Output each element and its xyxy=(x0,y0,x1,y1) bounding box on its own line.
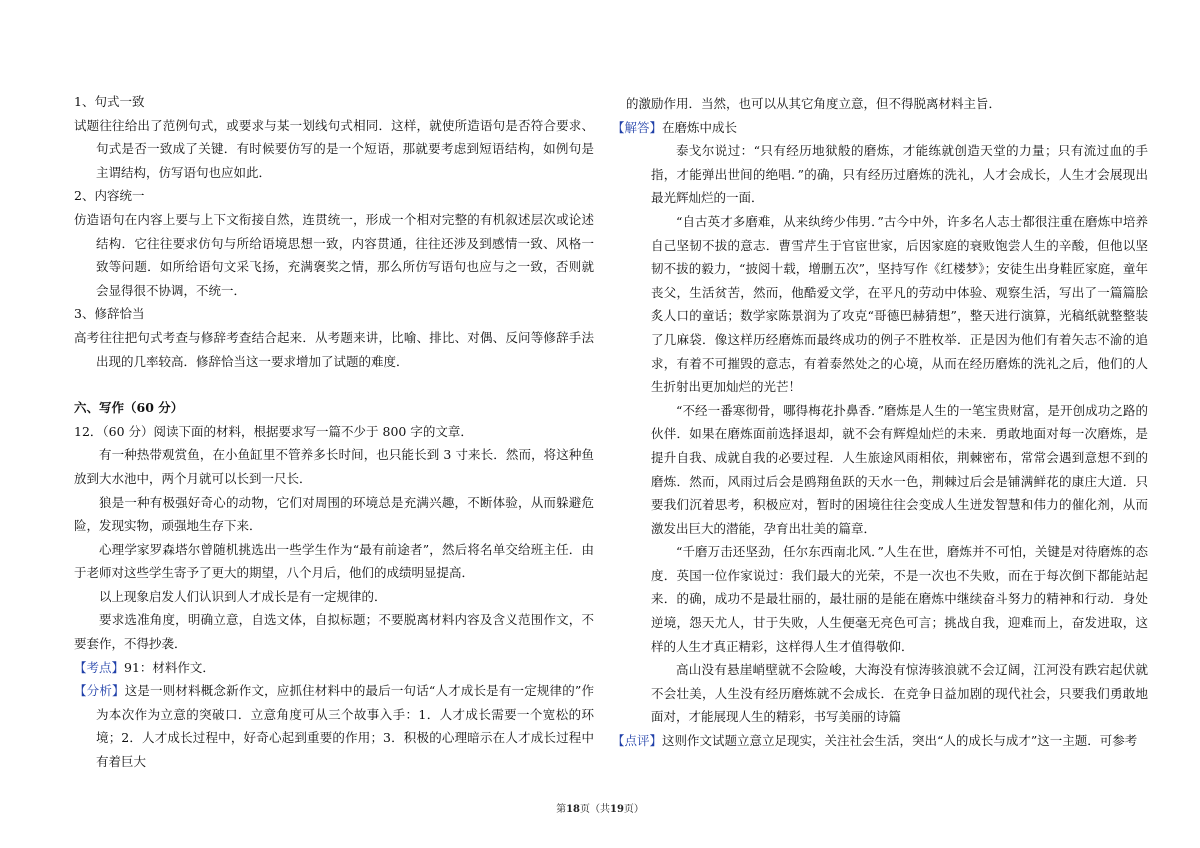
footer-prefix: 第 xyxy=(556,804,567,815)
material-1: 有一种热带观赏鱼，在小鱼缸里不管养多长时间，也只能长到 3 寸来长．然而，将这种鱼放到大水池中，两个月就可以长到一尺长． xyxy=(74,447,594,486)
page-footer xyxy=(0,800,1200,815)
page-total: 19 xyxy=(610,804,624,815)
essay-paragraph-2: “自古英才多磨难，从来纨绔少伟男．”古今中外，许多名人志士都很注重在磨炼中培养自己坚韧不拔的意志．曹雪芹生于官宦世家，后因家庭的衰败饱尝人生的辛酸，但他以坚韧不拔的毅力，“披阅十载，增删五次”，坚持写作《红楼梦》；安徒生出身鞋匠家庭，童年丧父，生活贫苦，然而，他酷爱文学，在平凡的劳动中体验、观察生活，写出了一篇篇脍炙人口的童话；数学家陈景润为了攻克“哥德巴赫猜想”，整天进行演算，光稿纸就整整装了几麻袋．像这样历经磨炼而最终成功的例子不胜枚举．正是因为他们有着矢志不渝的追求，有着不可摧毁的意志，有着泰然处之的心境，从而在经历磨炼的洗礼之后，他们的人生折射出更加灿烂的光芒！ xyxy=(651,213,1148,395)
fenxi-tag: 【分析】 xyxy=(74,683,125,699)
dianping-text: 这则作文试题立意立足现实，关注社会生活，突出“人的成长与成才”这一主题．可参考 xyxy=(662,733,1138,749)
paragraph-1: 试题往往给出了范例句式，或要求与某一划线句式相同．这样，就使所造语句是否符合要求、句式是否一致成了关键．有时候要仿写的是一个短语，那就要考虑到短语结构，如例句是主谓结构，仿写语句也应如此． xyxy=(74,117,594,180)
question-12: 12．（60 分）阅读下面的材料，根据要求写一篇不少于 800 字的文章． xyxy=(74,423,473,439)
essay-paragraph-3: “不经一番寒彻骨，哪得梅花扑鼻香．”磨炼是人生的一笔宝贵财富，是开创成功之路的伙伴．如果在磨炼面前选择退却，就不会有辉煌灿烂的未来．勇敢地面对每一次磨炼，是提升自我、成就自我的必要过程．人生旅途风雨相依，荆棘密布，常常会遇到意想不到的磨炼．然而，风雨过后会是鸥翔鱼跃的天水一色，荆棘过后会是铺满鲜花的康庄大道．只要我们沉着思考，积极应对，暂时的困境往往会变成人生迸发智慧和伟力的催化剂，从而激发出巨大的潜能，孕育出壮美的篇章． xyxy=(651,402,1148,536)
kaodian xyxy=(74,656,594,680)
footer-mid: 页（共 xyxy=(580,804,610,815)
paragraph-3: 高考往往把句式考查与修辞考查结合起来．从考题来讲，比喻、排比、对偶、反问等修辞手法出现的几率较高．修辞恰当这一要求增加了试题的难度． xyxy=(74,329,594,369)
section-heading-3: 3、修辞恰当 xyxy=(74,306,145,322)
footer-suffix: 页） xyxy=(623,804,644,815)
dianping-tag: 【点评】 xyxy=(612,733,663,749)
section-six-heading: 六、写作（60 分） xyxy=(74,400,184,416)
spacer xyxy=(74,373,594,396)
dianping xyxy=(612,729,1148,753)
material-2: 狼是一种有极强好奇心的动物，它们对周围的环境总是充满兴趣，不断体验，从而躲避危险，发现实物，顽强地生存下来． xyxy=(74,494,594,534)
left-column xyxy=(74,90,594,774)
jieda-tag: 【解答】 xyxy=(612,119,663,135)
material-3: 心理学家罗森塔尔曾随机挑选出一些学生作为“最有前途者”，然后将名单交给班主任．由于老师对这些学生寄予了更大的期望，八个月后，他们的成绩明显提高． xyxy=(74,541,594,581)
essay-paragraph-5: 高山没有悬崖峭壁就不会险峻，大海没有惊涛骇浪就不会辽阔，江河没有跌宕起伏就不会壮美，人生没有经历磨炼就不会成长．在竞争日益加剧的现代社会，只要我们勇敢地面对，才能展现人生的精彩，书写美丽的诗篇 xyxy=(651,662,1148,725)
section-heading-2: 2、内容统一 xyxy=(74,188,145,204)
requirements: 要求选准角度，明确立意，自选文体，自拟标题；不要脱离材料内容及含义范围作文，不要套作，不得抄袭． xyxy=(74,612,594,652)
fenxi xyxy=(74,679,594,773)
essay-title: 在磨炼中成长 xyxy=(662,119,738,135)
essay-paragraph-4: “千磨万击还坚劲，任尔东西南北风．”人生在世，磨炼并不可怕，关键是对待磨炼的态度．英国一位作家说过：我们最大的光荣，不是一次也不失败，而在于每次倒下都能站起来．的确，成功不是最壮丽的，最壮丽的是能在磨炼中继续奋斗努力的精神和行动．身处逆境，怨天尤人，甘于失败，人生便毫无亮色可言；挑战自我，迎难而上，奋发进取，这样的人生才真正精彩，这样得人生才值得敬仰． xyxy=(651,544,1148,654)
fenxi-continuation: 的激励作用．当然，也可以从其它角度立意，但不得脱离材料主旨． xyxy=(626,96,1002,111)
material-4: 以上现象启发人们认识到人才成长是有一定规律的． xyxy=(99,588,387,604)
page-number: 18 xyxy=(566,804,580,815)
kaodian-tag: 【考点】 xyxy=(74,659,125,675)
fenxi-text: 这是一则材料概念新作文，应抓住材料中的最后一句话“人才成长是有一定规律的”作为本次作为立意的突破口．立意角度可从三个故事入手：1．人才成长需要一个宽松的环境；2．人才成长过程中，好奇心起到重要的作用；3．积极的心理暗示在人才成长过程中有着巨大 xyxy=(96,683,594,770)
essay-paragraph-1: 泰戈尔说过：“只有经历地狱般的磨炼，才能练就创造天堂的力量；只有流过血的手指，才能弹出世间的绝唱．”的确，只有经历过磨炼的洗礼，人才会成长，人生才会展现出最光辉灿烂的一面． xyxy=(651,143,1148,206)
right-column xyxy=(612,92,1148,753)
jieda xyxy=(612,116,1148,140)
paragraph-2: 仿造语句在内容上要与上下文衔接自然，连贯统一，形成一个相对完整的有机叙述层次或论述结构．它往往要求仿句与所给语境思想一致，内容贯通，往往还涉及到感情一致、风格一致等问题．如所给语句文采飞扬，充满褒奖之情，那么所仿写语句也应与之一致，否则就会显得很不协调，不统一． xyxy=(74,211,594,298)
section-heading-1: 1、句式一致 xyxy=(74,94,145,109)
kaodian-text: 91：材料作文． xyxy=(124,659,215,675)
